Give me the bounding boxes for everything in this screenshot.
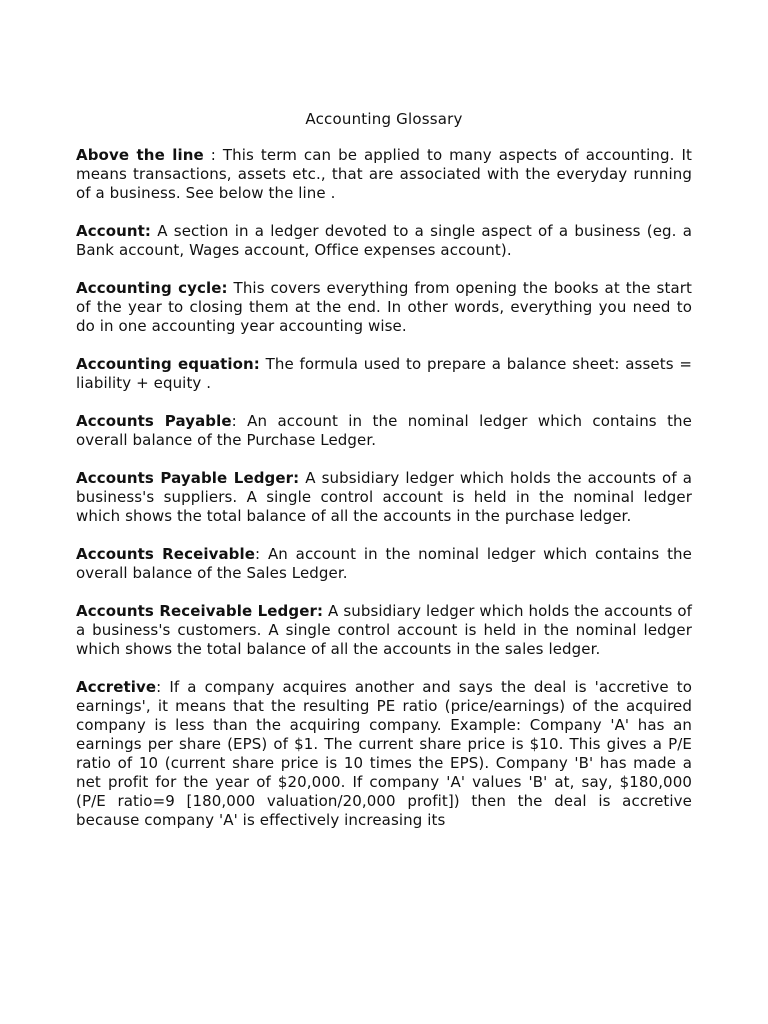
glossary-definition: A section in a ledger devoted to a single aspect of a business (eg. a Bank account, Wages account, Office expenses account).: [76, 222, 692, 259]
glossary-entry: [76, 469, 692, 526]
glossary-term: Accounts Receivable Ledger:: [76, 602, 324, 620]
glossary-term: Accounting cycle:: [76, 279, 228, 297]
glossary-definition: : If a company acquires another and says the deal is 'accretive to earnings', it means that the resulting PE ratio (price/earnings) of the acquired company is less than the acquiring company. Example: Company 'A' has an earnings per share (EPS) of $1. The current share price is $10. This gives a P/E ratio of 10 (current share price is 10 times the EPS). Company 'B' has made a net profit for the year of $20,000. If company 'A' values 'B' at, say, $180,000 (P/E ratio=9 [180,000 valuation/20,000 profit]) then the deal is accretive because company 'A' is effectively increasing its: [76, 678, 692, 829]
glossary-definition: : An account in the nominal ledger which contains the overall balance of the Sales Ledger.: [76, 545, 692, 582]
glossary-entry: [76, 545, 692, 583]
glossary-term: Account:: [76, 222, 152, 240]
glossary-definition: : An account in the nominal ledger which contains the overall balance of the Purchase Ledger.: [76, 412, 692, 449]
glossary-entry: [76, 222, 692, 260]
document-page: [76, 108, 692, 849]
glossary-definition: The formula used to prepare a balance sheet: assets = liability + equity .: [76, 355, 693, 392]
glossary-entry: [76, 355, 692, 393]
glossary-term: Accounts Receivable: [76, 545, 256, 563]
glossary-entry: [76, 602, 692, 659]
glossary-term: Above the line: [76, 146, 204, 164]
glossary-term: Accretive: [76, 678, 157, 696]
glossary-term: Accounts Payable Ledger:: [76, 469, 300, 487]
glossary-entry: [76, 279, 692, 336]
page-title: Accounting Glossary: [305, 110, 463, 128]
glossary-entry: [76, 678, 692, 830]
glossary-entry: [76, 146, 692, 203]
glossary-definition: A subsidiary ledger which holds the accounts of a business's customers. A single control account is held in the nominal ledger which shows the total balance of all the accounts in the sales ledger.: [76, 602, 692, 658]
glossary-definition: A subsidiary ledger which holds the accounts of a business's suppliers. A single control account is held in the nominal ledger which shows the total balance of all the accounts in the purchase ledger.: [76, 469, 693, 525]
glossary-term: Accounts Payable: [76, 412, 232, 430]
glossary-definition: This covers everything from opening the books at the start of the year to closing them at the end. In other words, everything you need to do in one accounting year accounting wise.: [76, 279, 692, 335]
glossary-definition: : This term can be applied to many aspects of accounting. It means transactions, assets etc., that are associated with the everyday running of a business. See below the line .: [76, 146, 692, 202]
glossary-term: Accounting equation:: [76, 355, 260, 373]
glossary-entry: [76, 412, 692, 450]
